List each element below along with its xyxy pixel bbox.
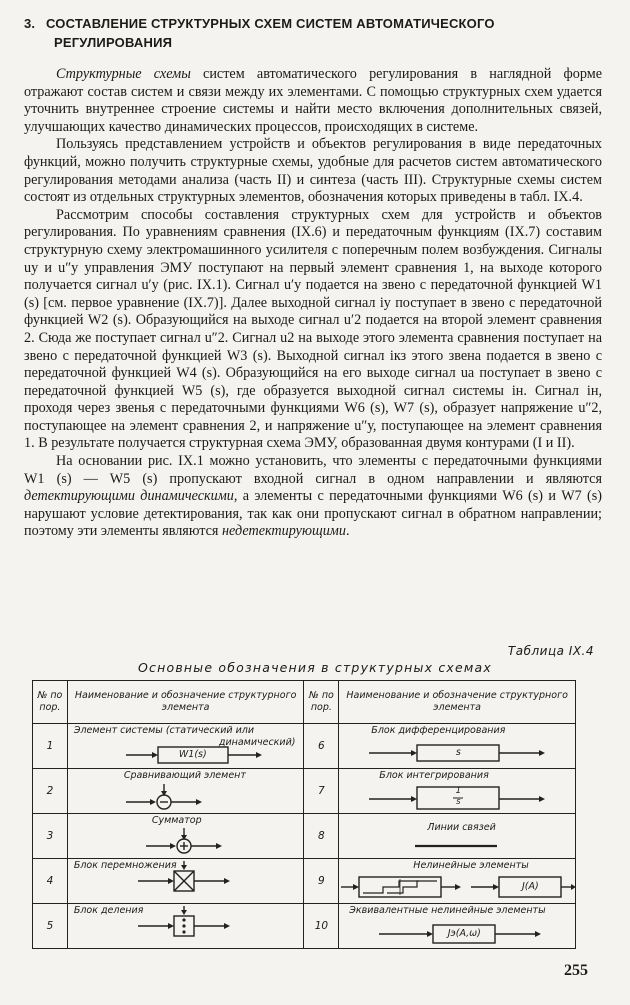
comparator-symbol (68, 769, 306, 813)
header-num-right: № по пор. (304, 681, 339, 724)
paragraph-3: Рассмотрим способы составления структурных схем для устройств и объектов регулирования. По уравнениям сравнения (IX.6) и передаточным функциям (IX.7) составим структурную схему электромашинного усилителя с поперечным полем возбуждения. Сигналы uу и u″у управления ЭМУ поступают на первый элемент сравнения 1, на выходе которого получается сигнал u′у (рис. IX.1). Сигнал u′у подается на звено с передаточной функцией W1 (s) [см. первое уравнение (IX.7)]. Далее выходной сигнал iу поступает в звено с передаточной функцией W2 (s). Образующийся на выходе сигнал u′2 подается на второй элемент сравнения 2. Сюда же поступает сигнал u″2. Сигнал u2 на выходе этого элемента сравнения поступает на звено с передаточной функцией W3 (s). Выходной сигнал iкз этого звена подается в звено с передаточной функцией W4 (s). Образующийся на его выходе сигнал ua поступает в звено с передаточной функцией W5 (s), где образуется выходной сигнал системы iн. Сигнал iн, проходя через звенья с передаточными функциями W6 (s), W7 (s), образует напряжение u″2, поступающее на элемент сравнения 2, и напряжение u″у, поступающее на элемент сравнения 1. В результате получается структурная схема ЭМУ, образованная двумя контурами (I и II). (24, 206, 602, 452)
row-number: 10 (304, 904, 339, 949)
section-title-line1: СОСТАВЛЕНИЕ СТРУКТУРНЫХ СХЕМ СИСТЕМ АВТОМАТИЧЕСКОГО (46, 16, 495, 31)
nonlinear-block-text: J(A) (521, 881, 539, 892)
table-row (33, 724, 576, 769)
row-label: Нелинейные элементы (413, 860, 529, 871)
divider-cell (67, 904, 304, 949)
row-number: 5 (33, 904, 68, 949)
links-cell (339, 814, 576, 859)
equivalent-nonlinear-cell (339, 904, 576, 949)
paragraph-4 (24, 453, 602, 541)
paragraph-1-text: систем автоматического регулирования в наглядной форме отражают состав систем и связи между их элементами. С помощью структурных схем удается уточнить внутреннее строение системы и найти место включения дополнительных связей, улучшающих качество динамических процессов, происходящих в системе. (24, 66, 602, 135)
row-label: Элемент системы (статический или (73, 725, 255, 736)
paragraph-4-text-a: На основании рис. IX.1 можно установить, что элементы с передаточными функциями W1 (s) — W5 (s) пропускают входной сигнал в одном направлении и являются (24, 453, 602, 487)
summator-cell (67, 814, 304, 859)
row-number: 2 (33, 769, 68, 814)
section-heading (24, 14, 584, 52)
differentiator-block-text: s (455, 747, 461, 758)
term-detecting: детектирующими динамическими (24, 488, 234, 505)
equivalent-nonlinear-block-text: Jэ(A,ω) (447, 928, 481, 939)
row-number: 7 (304, 769, 339, 814)
multiplier-cell (67, 859, 304, 904)
page-number: 255 (564, 962, 588, 979)
summator-symbol (68, 814, 306, 858)
integrator-denominator: s (456, 797, 461, 807)
row-label: Линии связей (427, 822, 496, 833)
section-number: 3. (24, 16, 36, 31)
row-label: Блок перемножения (73, 860, 177, 871)
system-element-symbol (68, 724, 306, 768)
divider-symbol (68, 904, 306, 948)
row-label: Сравнивающий элемент (123, 770, 246, 781)
header-name-left: Наименование и обозначение структурного элемента (67, 681, 304, 724)
table-row (33, 814, 576, 859)
table-tag: Таблица IX.4 (507, 644, 594, 658)
row-label-2: динамический) (218, 737, 296, 748)
row-label: Эквивалентные нелинейные элементы (349, 905, 546, 916)
row-number: 4 (33, 859, 68, 904)
paragraph-2: Пользуясь представлением устройств и объектов регулирования в виде передаточных функций, можно получить структурные схемы, удобные для расчетов систем автоматического регулирования методами анализа (часть II) и синтеза (часть III). Структурные схемы систем состоят из отдельных структурных элементов, обозначения которых приведены в табл. IX.4. (24, 136, 602, 206)
row-label: Блок дифференцирования (371, 725, 506, 736)
system-element-cell (67, 724, 304, 769)
paragraph-1 (24, 66, 602, 136)
table-header-row (33, 681, 576, 724)
header-num-left: № по пор. (33, 681, 68, 724)
differentiator-cell (339, 724, 576, 769)
paragraph-4-text-b: , а элементы с передаточными функциями W6 (s) и W7 (s) нарушают условие детектирования, так как они пропускают сигнал в обратном направлении; поэтому эти элементы являются (24, 488, 602, 540)
table-title: Основные обозначения в структурных схемах (137, 660, 492, 675)
system-element-block-text: W1(s) (178, 749, 207, 760)
paragraph-4-text-c: . (345, 523, 350, 540)
nonlinear-cell (339, 859, 576, 904)
legend-table (32, 680, 576, 949)
section-title-line2: РЕГУЛИРОВАНИЯ (54, 35, 173, 50)
links-symbol (339, 814, 577, 858)
integrator-cell (339, 769, 576, 814)
term-structural-schemes: Структурные схемы (56, 66, 191, 82)
row-number: 6 (304, 724, 339, 769)
row-label: Блок деления (73, 905, 144, 916)
table-row (33, 904, 576, 949)
integrator-numerator: 1 (455, 786, 461, 796)
row-number: 9 (304, 859, 339, 904)
term-nondetecting: недетектирующими (222, 523, 346, 540)
multiplier-symbol (68, 859, 306, 903)
table-row (33, 859, 576, 904)
row-label: Сумматор (151, 815, 202, 826)
row-number: 8 (304, 814, 339, 859)
row-number: 1 (33, 724, 68, 769)
table-row (33, 769, 576, 814)
differentiator-symbol (339, 724, 577, 768)
header-name-right: Наименование и обозначение структурного элемента (339, 681, 576, 724)
equivalent-nonlinear-symbol (339, 904, 577, 948)
row-label: Блок интегрирования (379, 770, 489, 781)
row-number: 3 (33, 814, 68, 859)
body-text (24, 66, 602, 541)
comparator-cell (67, 769, 304, 814)
